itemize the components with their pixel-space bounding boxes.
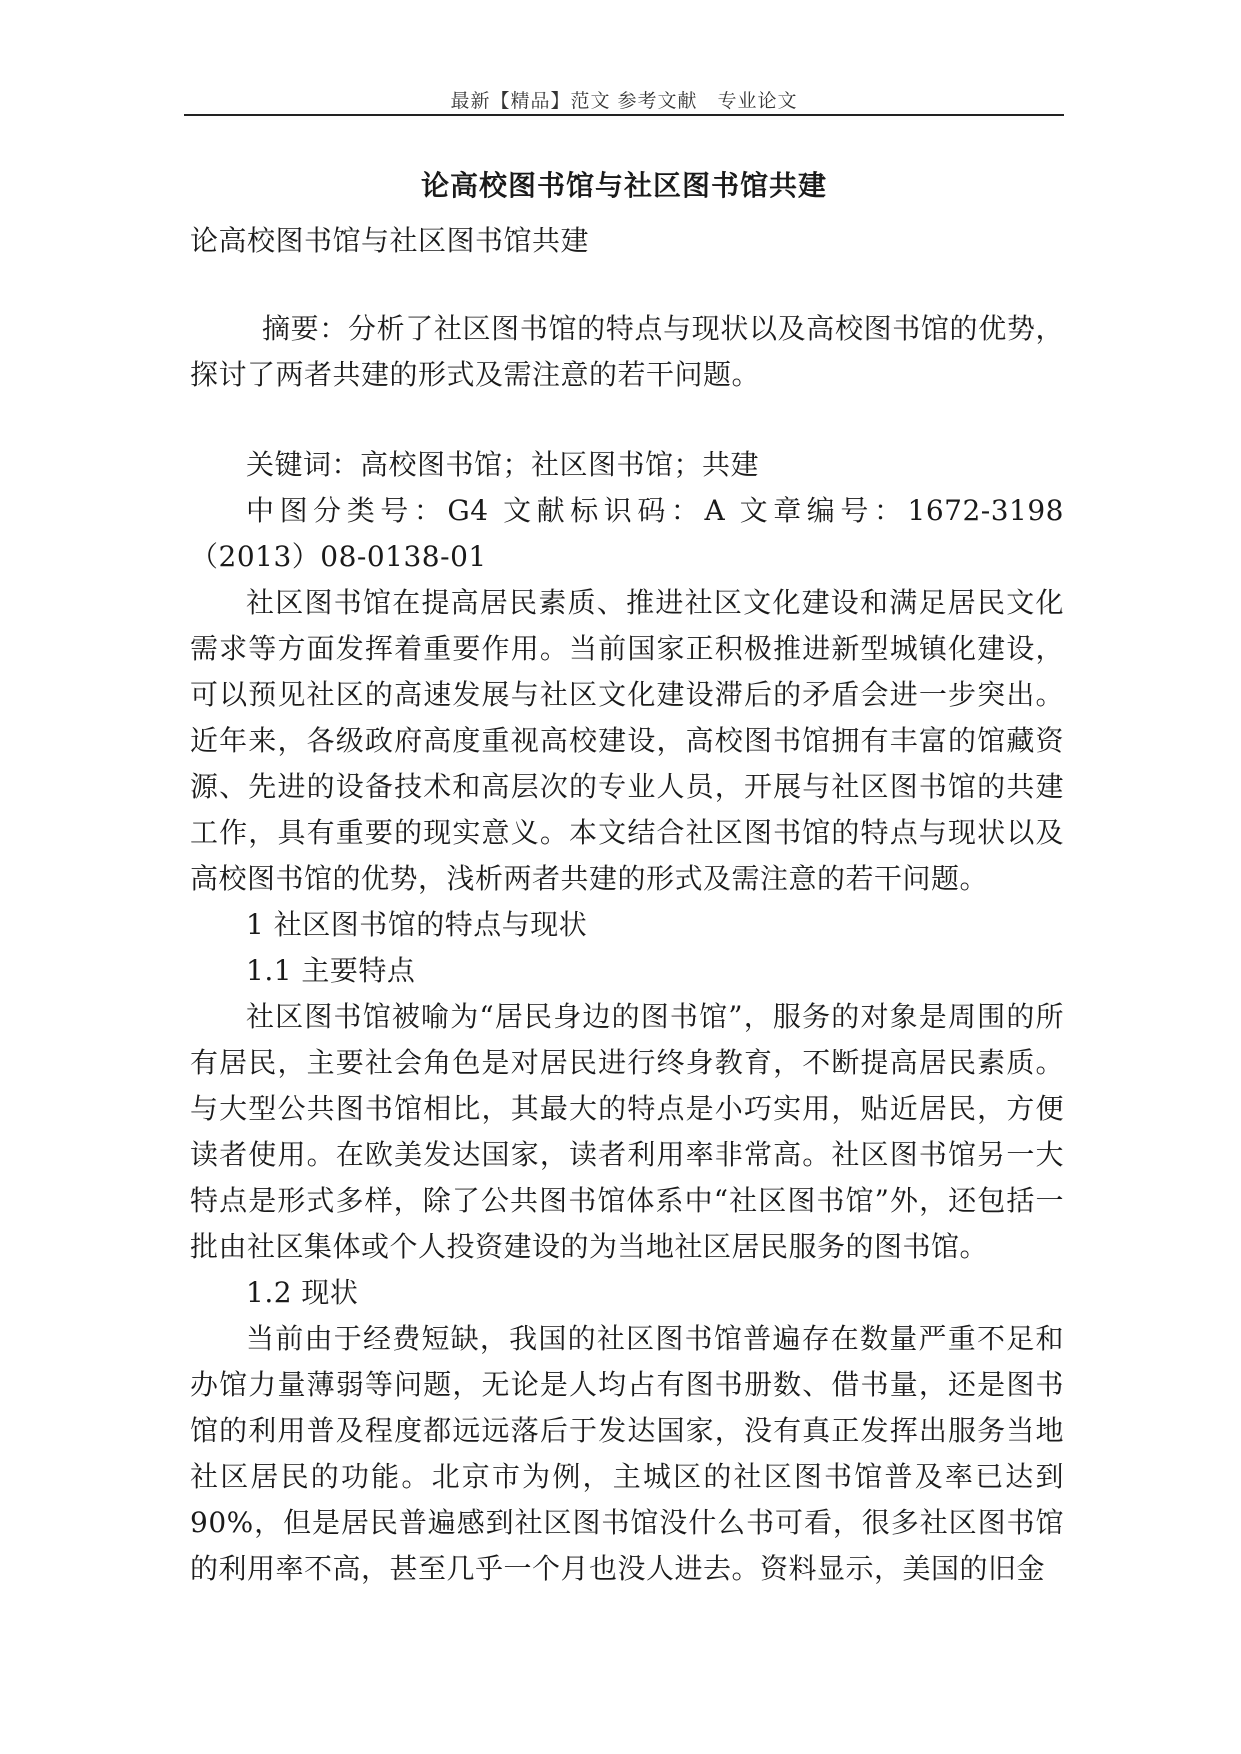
classification-paragraph: 中图分类号：G4 文献标识码：A 文章编号：1672-3198（2013）08-0138-01 xyxy=(190,494,1064,573)
header-rule xyxy=(184,114,1064,116)
spacer xyxy=(190,264,1064,306)
keywords-paragraph: 关键词：高校图书馆；社区图书馆；共建 xyxy=(246,448,760,481)
subsection-heading: 1.2 现状 xyxy=(246,1276,359,1309)
spacer xyxy=(190,398,1064,442)
body-paragraph: 社区图书馆被喻为“居民身边的图书馆”，服务的对象是周围的所有居民，主要社会角色是对居民进行终身教育，不断提高居民素质。与大型公共图书馆相比，其最大的特点是小巧实用，贴近居民，方便读者使用。在欧美发达国家，读者利用率非常高。社区图书馆另一大特点是形式多样，除了公共图书馆体系中“社区图书馆”外，还包括一批由社区集体或个人投资建设的为当地社区居民服务的图书馆。 xyxy=(190,1000,1064,1263)
page-header: 最新【精品】范文 参考文献 专业论文 xyxy=(450,90,798,112)
document-subtitle: 论高校图书馆与社区图书馆共建 xyxy=(190,224,590,257)
body-paragraph: 当前由于经费短缺，我国的社区图书馆普遍存在数量严重不足和办馆力量薄弱等问题，无论是人均占有图书册数、借书量，还是图书馆的利用普及程度都远远落后于发达国家，没有真正发挥出服务当地社区居民的功能。北京市为例，主城区的社区图书馆普及率已达到90%，但是居民普遍感到社区图书馆没什么书可看，很多社区图书馆的利用率不高，甚至几乎一个月也没人进去。资料显示，美国的旧金 xyxy=(190,1322,1064,1585)
section-heading: 1 社区图书馆的特点与现状 xyxy=(246,908,588,941)
document-title: 论高校图书馆与社区图书馆共建 xyxy=(420,169,827,202)
subsection-heading: 1.1 主要特点 xyxy=(246,954,416,987)
document-body xyxy=(190,218,1064,1592)
intro-paragraph: 社区图书馆在提高居民素质、推进社区文化建设和满足居民文化需求等方面发挥着重要作用。当前国家正积极推进新型城镇化建设，可以预见社区的高速发展与社区文化建设滞后的矛盾会进一步突出。近年来，各级政府高度重视高校建设，高校图书馆拥有丰富的馆藏资源、先进的设备技术和高层次的专业人员，开展与社区图书馆的共建工作，具有重要的现实意义。本文结合社区图书馆的特点与现状以及高校图书馆的优势，浅析两者共建的形式及需注意的若干问题。 xyxy=(190,586,1064,895)
abstract-paragraph: 摘要：分析了社区图书馆的特点与现状以及高校图书馆的优势，探讨了两者共建的形式及需注意的若干问题。 xyxy=(190,312,1064,391)
